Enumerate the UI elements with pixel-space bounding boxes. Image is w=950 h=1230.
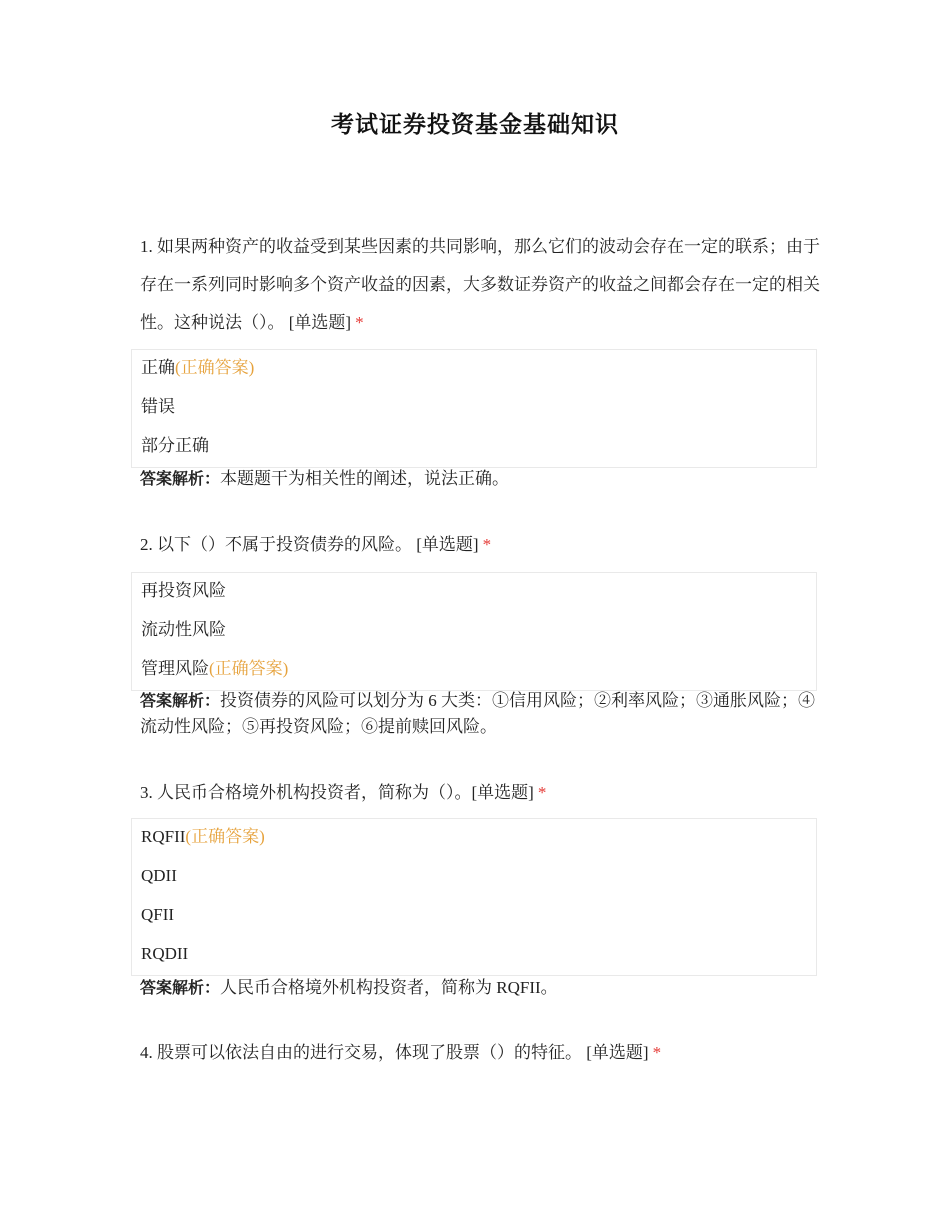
option-label: 部分正确 xyxy=(141,436,209,455)
required-mark: * xyxy=(482,535,492,554)
analysis-2 xyxy=(140,688,820,740)
option-label: 流动性风险 xyxy=(141,620,226,639)
analysis-label: 答案解析： xyxy=(140,691,221,710)
analysis-3 xyxy=(140,975,820,1001)
option-label: 正确 xyxy=(141,358,175,377)
options-box-1 xyxy=(131,349,817,468)
correct-answer-tag: (正确答案) xyxy=(185,827,265,846)
analysis-text: 投资债券的风险可以划分为 6 大类：①信用风险；②利率风险；③通胀风险；④流动性风险；⑤再投资风险；⑥提前赎回风险。 xyxy=(140,691,816,736)
question-1 xyxy=(140,228,820,342)
option-item[interactable] xyxy=(132,858,816,897)
option-label: QDII xyxy=(141,866,177,885)
question-text: 2. 以下（）不属于投资债券的风险。 [单选题] xyxy=(140,535,479,554)
option-label: 错误 xyxy=(141,397,175,416)
option-label: QFII xyxy=(141,905,175,924)
question-2 xyxy=(140,526,820,564)
option-item[interactable] xyxy=(132,350,816,389)
options-box-3 xyxy=(131,818,817,976)
analysis-text: 本题题干为相关性的阐述，说法正确。 xyxy=(220,469,510,488)
question-text: 3. 人民币合格境外机构投资者，简称为（）。[单选题] xyxy=(140,783,534,802)
correct-answer-tag: (正确答案) xyxy=(175,358,255,377)
document-title: 考试证券投资基金基础知识 xyxy=(331,112,619,138)
option-label: RQFII xyxy=(141,827,186,846)
option-label: RQDII xyxy=(141,944,189,963)
analysis-label: 答案解析： xyxy=(140,978,221,997)
correct-answer-tag: (正确答案) xyxy=(209,659,289,678)
option-item[interactable] xyxy=(132,428,816,467)
option-label: 管理风险 xyxy=(141,659,209,678)
option-item[interactable] xyxy=(132,936,816,975)
option-item[interactable] xyxy=(132,651,816,690)
option-label: 再投资风险 xyxy=(141,581,226,600)
question-4 xyxy=(140,1034,820,1072)
option-item[interactable] xyxy=(132,573,816,612)
question-text: 1. 如果两种资产的收益受到某些因素的共同影响，那么它们的波动会存在一定的联系；由于存在一系列同时影响多个资产收益的因素，大多数证券资产的收益之间都会存在一定的相关性。这种说法（）。 [单选题] xyxy=(140,237,820,332)
analysis-label: 答案解析： xyxy=(140,469,221,488)
question-3 xyxy=(140,774,820,812)
analysis-text: 人民币合格境外机构投资者，简称为 RQFII。 xyxy=(220,978,558,997)
required-mark: * xyxy=(652,1043,662,1062)
analysis-1 xyxy=(140,466,820,492)
option-item[interactable] xyxy=(132,389,816,428)
required-mark: * xyxy=(537,783,547,802)
option-item[interactable] xyxy=(132,819,816,858)
option-item[interactable] xyxy=(132,897,816,936)
option-item[interactable] xyxy=(132,612,816,651)
options-box-2 xyxy=(131,572,817,691)
required-mark: * xyxy=(355,313,364,332)
question-text: 4. 股票可以依法自由的进行交易，体现了股票（）的特征。 [单选题] xyxy=(140,1043,649,1062)
